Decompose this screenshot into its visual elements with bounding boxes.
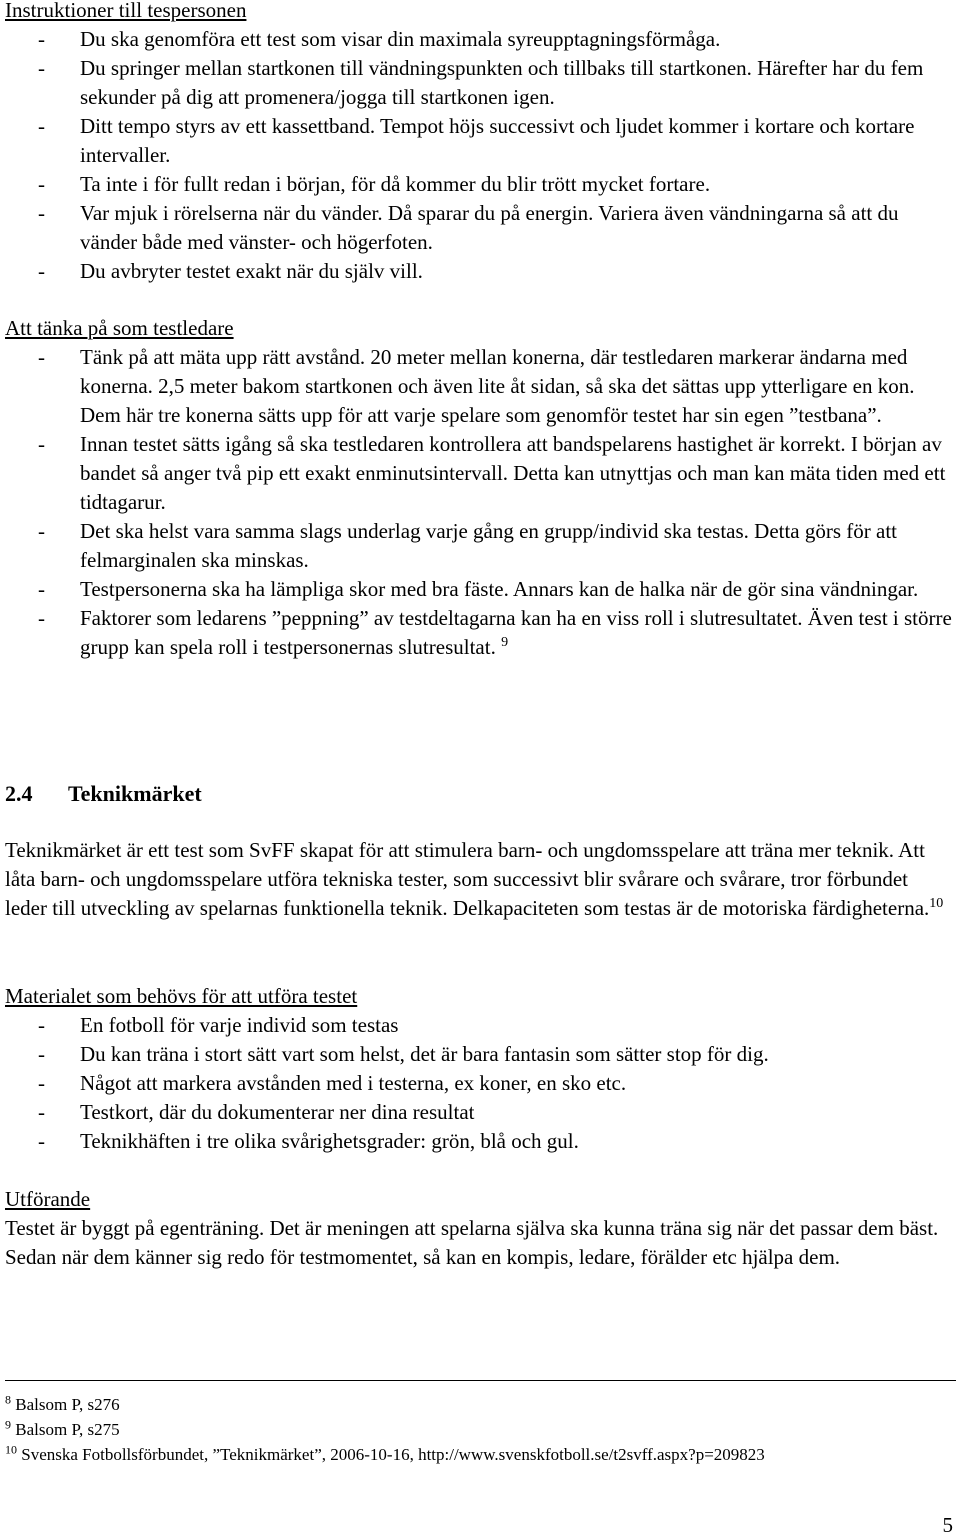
section-heading-block [5, 779, 953, 808]
footnote: $^8$ Balsom P, s276 [5, 1392, 120, 1414]
footnote-ref: 9 [501, 635, 509, 650]
footnote-number: 9 [5, 1417, 11, 1432]
dash-bullet: - [38, 519, 45, 543]
section-heading [5, 779, 953, 808]
execution-heading: Utförande [5, 1187, 91, 1211]
instructions-list [5, 25, 953, 286]
dash-bullet: - [38, 1042, 45, 1066]
list-item: - Tänk på att mäta upp rätt avstånd. 20 meter mellan konerna, där testledaren markerar ändarna med konerna. 2,5 meter bakom startkonen och även lite åt sidan, så ska det sättas upp ytterligare en kon. Dem här tre konerna sätts upp för att varje spelare som genomför testet har sin egen ”testbana”. [38, 345, 915, 427]
section-title: Teknikmärket [68, 781, 202, 806]
footnote-ref: 10 [929, 896, 944, 911]
list-item: - Du ska genomföra ett test som visar din maximala syreupptagningsförmåga. [5, 25, 953, 54]
dash-bullet: - [38, 1013, 45, 1037]
list-item: - Du kan träna i stort sätt vart som helst, det är bara fantasin som sätter stop för dig. [5, 1040, 953, 1069]
footnote-divider [5, 1380, 956, 1381]
list-item: - Du avbryter testet exakt när du själv vill. [5, 257, 953, 286]
footnote-number: 8 [5, 1392, 11, 1407]
footnote: $^{10}$ Svenska Fotbollsförbundet, ”Teknikmärket”, 2006-10-16, http://www.svenskfotboll.se/t2svff.aspx?p=209823 [5, 1442, 765, 1464]
dash-bullet: - [38, 345, 45, 369]
dash-bullet: - [38, 56, 45, 80]
list-item: - Något att markera avstånden med i testerna, ex koner, en sko etc. [5, 1069, 953, 1098]
dash-bullet: - [38, 114, 45, 138]
intro-paragraph-block [5, 836, 953, 923]
dash-bullet: - [38, 172, 45, 196]
dash-bullet: - [38, 27, 45, 51]
dash-bullet: - [38, 259, 45, 283]
footnotes [5, 1392, 955, 1467]
dash-bullet: - [38, 606, 45, 630]
materials-list [5, 1011, 953, 1156]
list-item: - Teknikhäften i tre olika svårighetsgrader: grön, blå och gul. [5, 1127, 953, 1156]
instructions-heading: Instruktioner till tespersonen [5, 0, 247, 22]
materials-heading: Materialet som behövs för att utföra testet [5, 984, 358, 1008]
dash-bullet: - [38, 1129, 45, 1153]
list-item: - En fotboll för varje individ som testas [5, 1011, 953, 1040]
list-item: - Det ska helst vara samma slags underlag varje gång en grupp/individ ska testas. Detta görs för att felmarginalen ska minskas. [38, 519, 898, 572]
footnote: $^9$ Balsom P, s275 [5, 1417, 120, 1439]
footnote-number: 10 [5, 1442, 17, 1457]
materials-section [5, 982, 953, 1156]
leader-heading: Att tänka på som testledare [5, 316, 234, 340]
list-item: - Ditt tempo styrs av ett kassettband. Tempot höjs successivt och ljudet kommer i kortare och kortare intervaller. [38, 114, 915, 167]
leader-list [5, 343, 953, 662]
leader-section [5, 314, 953, 662]
list-item: - Innan testet sätts igång så ska testledaren kontrollera att bandspelarens hastighet är korrekt. I början av bandet så anger två pip ett exakt enminutsintervall. Detta kan utnyttjas och man kan mäta tiden med ett tidtagarur. [38, 432, 946, 514]
intro-paragraph: Teknikmärket är ett test som SvFF skapat för att stimulera barn- och ungdomsspelare att träna mer teknik. Att låta barn- och ungdomsspelare utföra tekniska tester, som successivt blir svårare och svårare, tror förbundet leder till utveckling av spelarnas funktionella teknik. Delkapaciteten som testas är de motoriska färdigheterna.$^{10}$ [5, 838, 944, 920]
list-item: - Ta inte i för fullt redan i början, för då kommer du blir trött mycket fortare. [5, 170, 953, 199]
list-item: - Du springer mellan startkonen till vändningspunkten och tillbaks till startkonen. Härefter har du fem sekunder på dig att promenera/jogga till startkonen igen. [38, 56, 924, 109]
dash-bullet: - [38, 432, 45, 456]
list-item: - Testkort, där du dokumenterar ner dina resultat [5, 1098, 953, 1127]
page-number: 5 [942, 1513, 953, 1537]
dash-bullet: - [38, 1071, 45, 1095]
instructions-section [5, 0, 953, 286]
execution-paragraph: Testet är byggt på egenträning. Det är meningen att spelarna själva ska kunna träna sig när det passar dem bäst. Sedan när dem känner sig redo för testmomentet, så kan en kompis, ledare, förälder etc hjälpa dem. [5, 1216, 939, 1269]
dash-bullet: - [38, 201, 45, 225]
list-item: - Testpersonerna ska ha lämpliga skor med bra fäste. Annars kan de halka när de gör sina vändningar. [5, 575, 953, 604]
execution-section [5, 1185, 953, 1272]
dash-bullet: - [38, 577, 45, 601]
list-item: - Faktorer som ledarens ”peppning” av testdeltagarna kan ha en viss roll i slutresultatet. Även test i större grupp kan spela roll i testpersonernas slutresultat. $^9$ [38, 606, 952, 659]
list-item: - Var mjuk i rörelserna när du vänder. Då sparar du på energin. Variera även vändningarna så att du vänder både med vänster- och högerfoten. [38, 201, 899, 254]
section-number: 2.4 [5, 781, 33, 806]
dash-bullet: - [38, 1100, 45, 1124]
